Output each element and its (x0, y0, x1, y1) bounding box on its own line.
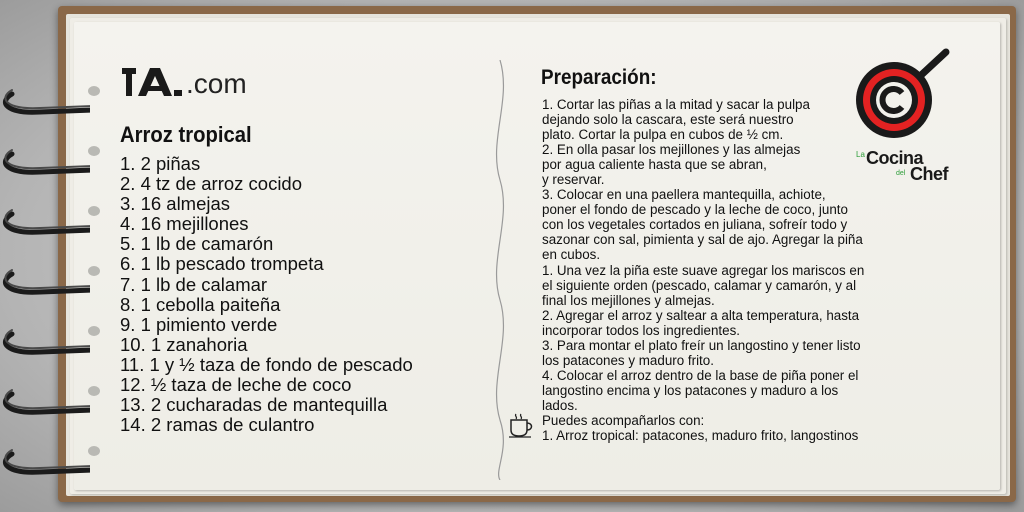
preparation-line: 4. Colocar el arroz dentro de la base de piña poner el (542, 367, 859, 383)
preparation-line: el siguiente orden (pescado, calamar y camarón, y al (542, 277, 857, 293)
ingredient-item: 9. 1 pimiento verde (120, 313, 278, 335)
preparation-line: dejando solo la cascara, este será nuestro (542, 112, 794, 128)
ta-logo-icon (120, 66, 184, 98)
preparation-steps (542, 97, 864, 443)
ingredient-item: 4. 16 mejillones (120, 213, 249, 235)
preparation-line: con los vegetales cortados en juliana, sofreír todo y (542, 217, 848, 233)
ingredient-item: 14. 2 ramas de culantro (120, 414, 315, 436)
preparation-line: los patacones y maduro frito. (542, 352, 714, 368)
preparation-line: Puedes acompañarlos con: (542, 412, 705, 428)
preparation-line: final los mejillones y almejas. (542, 292, 715, 308)
preparation-line: langostino encima y los patacones y maduro a los (542, 382, 839, 398)
preparation-line: sazonar con sal, pimienta y sal de ajo. Agregar la piña (542, 232, 863, 248)
ingredient-item: 6. 1 lb pescado trompeta (120, 253, 324, 275)
logo-cocina: Cocina (866, 148, 924, 168)
ingredient-item: 3. 16 almejas (120, 193, 231, 215)
preparation-line: 1. Arroz tropical: patacones, maduro frito, langostinos (542, 428, 859, 444)
preparation-line: 2. Agregar el arroz y saltear a alta temperatura, hasta (542, 307, 860, 323)
ingredient-item: 7. 1 lb de calamar (120, 273, 268, 295)
ingredient-item: 5. 1 lb de camarón (120, 233, 274, 255)
ingredient-item: 11. 1 y ½ taza de fondo de pescado (120, 353, 413, 375)
ingredient-item: 13. 2 cucharadas de mantequilla (120, 394, 388, 416)
preparation-line: plato. Cortar la pulpa en cubos de ½ cm. (542, 127, 784, 143)
preparation-line: poner el fondo de pescado y la leche de coco, junto (542, 202, 848, 218)
cup-icon (507, 412, 537, 438)
ingredient-item: 10. 1 zanahoria (120, 333, 248, 355)
recipe-title: Arroz tropical (120, 122, 252, 147)
ingredient-item: 2. 4 tz de arroz cocido (120, 173, 303, 195)
brand-domain: .com (186, 68, 247, 99)
preparation-line: y reservar. (542, 172, 605, 188)
ingredient-item: 8. 1 cebolla paiteña (120, 293, 281, 315)
preparation-line: 1. Una vez la piña este suave agregar los mariscos en (542, 262, 865, 278)
preparation-line: 3. Colocar en una paellera mantequilla, achiote, (542, 187, 826, 203)
ingredients-list (120, 154, 413, 435)
preparation-title: Preparación: (541, 66, 657, 89)
preparation-line: 1. Cortar las piñas a la mitad y sacar la pulpa (542, 97, 810, 112)
ingredient-item: 12. ½ taza de leche de coco (120, 374, 352, 396)
logo-la: La (856, 150, 865, 159)
logo-del: del (896, 170, 906, 177)
ingredient-item: 1. 2 piñas (120, 153, 201, 174)
brand-logo (120, 66, 247, 98)
la-cocina-del-chef-logo (852, 48, 956, 188)
preparation-line: 3. Para montar el plato freír un langostino y tener listo (542, 337, 861, 353)
spiral-binding-icon (0, 0, 90, 512)
logo-chef: Chef (910, 164, 948, 184)
preparation-line: por agua caliente hasta que se abran, (542, 157, 767, 173)
preparation-line: lados. (542, 397, 578, 413)
preparation-line: incorporar todos los ingredientes. (542, 322, 740, 338)
preparation-line: en cubos. (542, 247, 601, 263)
preparation-line: 2. En olla pasar los mejillones y las almejas (542, 142, 801, 158)
